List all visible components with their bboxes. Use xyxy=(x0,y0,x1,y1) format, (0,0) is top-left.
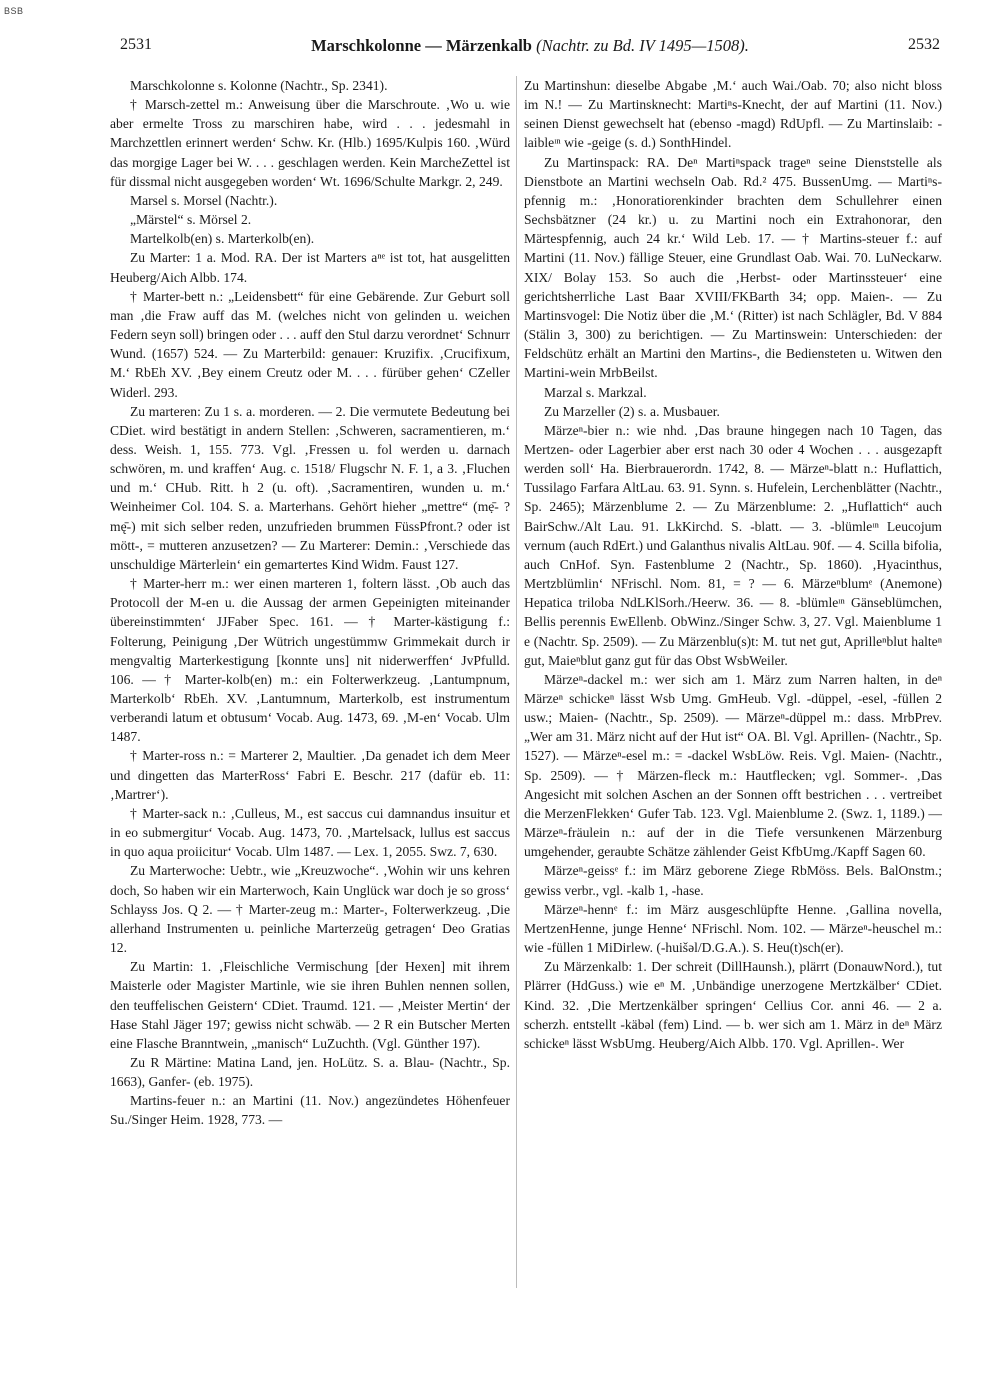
entry-zu-martinshun: Zu Martinshun: dieselbe Abgabe ‚M.‘ auch Wai./Oab. 70; also nicht bloss im N.! — Zu Martinsknecht: Martiⁿs-Knecht, der auf Martini (11. Nov.) seinen Dienst gewechselt hat (ebenso -magd) RdUpfl. — Zu Martinslaib: -laibleᶦⁿ wie -geige (s. d.) SonthHindel. xyxy=(524,78,942,151)
entry-marter-ross: † Marter-ross n.: = Marterer 2, Maultier. ‚Da genadet ich dem Meer und dingetten das MarterRoss‘ Fabri E. Beschr. 217 (dafür eb. 11: ‚Martrer‘). xyxy=(110,748,510,802)
left-column xyxy=(110,76,510,1130)
column-divider xyxy=(516,76,517,1288)
entry-martelkolb: Martelkolb(en) s. Marterkolb(en). xyxy=(130,231,315,247)
page-number-right: 2532 xyxy=(908,36,940,53)
library-stamp: BSB xyxy=(4,6,24,16)
entry-marter-bett: † Marter-bett n.: „Leidensbett“ für eine Gebärende. Zur Geburt soll man ‚die Fraw auff das M. (welches nicht von gelinden u. weichen Federn seyn soll) bringen oder . . . auff den Stul darzu verordnet‘ Schnurr Wund. (1657) 524. — Zu Marterbild: genauer: Kruzifix. ‚Crucifixum, M.‘ RbEh XV. ‚Bey einem Creutz oder M. . . . fürüber gehen‘ CZeller Widerl. 293. xyxy=(110,288,510,400)
entry-zu-marter: Zu Marter: 1 a. Mod. RA. Der ist Marters aⁿᵉ ist tot, hat ausgelitten Heuberg/Aich Albb. 174. xyxy=(110,250,510,285)
entry-maerstel: „Märstel“ s. Mörsel 2. xyxy=(130,212,252,228)
entry-zu-marzeller: Zu Marzeller (2) s. a. Musbauer. xyxy=(544,403,720,419)
entry-maerzen-dackel: Märzeⁿ-dackel m.: wer sich am 1. März zum Narren halten, in deⁿ Märzeⁿ schickeⁿ lässt Wsb Umg. GmHeub. Vgl. -düppel, -esel, -füllen 2 usw.; Maien- (Nachtr., Sp. 2509). — Märzeⁿ-düppel m.: dass. MrbPrev. „Wer am 31. März nicht auf der Hut ist“ OA. Bl. Vgl. Aprillen- (Nachtr., Sp. 1527). — Märzeⁿ-esel m.: = -dackel WsbLöw. Reis. Vgl. Maien- (Nachtr., Sp. 2509). — † Märzen-fleck m.: Hautflecken; vgl. Sommer-. ‚Das Angesicht mit solchen Aschen an der Sonnen offt bestrichen . . . vertreibet die MerzenFlekken‘ Gufer Tab. 123. Vgl. Maienblume 2. (Swz. 1, 1189.) — Märzeⁿ-fräulein n.: auf der in die Tiefe versunkenen Märzenburg umgehender, geraubte Schätze zählender Geist KfbUmg./Kapff Sagen 60. xyxy=(524,671,942,860)
page-header xyxy=(120,36,940,66)
running-title-main: Marschkolonne — Märzenkalb xyxy=(311,36,532,55)
entry-marsel: Marsel s. Morsel (Nachtr.). xyxy=(130,192,278,208)
entry-zu-marteren: Zu marteren: Zu 1 s. a. morderen. — 2. Die vermutete Bedeutung bei CDiet. wird bestätigt in andern Stellen: ‚Schweren, sacramentieren, m.‘ dess. Weish. 1, 155. 773. Vgl. ‚Fressen u. fol werden u. darnach schwören, m. und kraffen‘ Aug. c. 1518/ Flugschr N. F. 1, a 3. ‚Fluchen und m.‘ CHub. Ritt. h 2 (u. oft). ‚Sacramentiren, wunden u. m.‘ Weinheimer Col. 104. S. a. Marterhans. Gehört hieher „mettre“ (mẹ̄- ? mę̄-) mit sich selber reden, unzufrieden brummen FüssPfront.? oder ist mött-, = mutteren anzusetzen? — Zu Marterer: Demin.: ‚Verschiede das unschuldige Märterlein‘ ein gemartertes Kind Widm. Faust 127. xyxy=(110,403,510,572)
entry-maerzen-henne: Märzeⁿ-hennᵉ f.: im März ausgeschlüpfte Henne. ‚Gallina novella, MertzenHenne, junge Henne‘ NFrischl. Nom. 102. — Märzeⁿ-heuschel m.: wie -füllen 1 MiDirlew. (-huišəl/D.G.A.). S. Heu(t)sch(er). xyxy=(524,901,942,956)
entry-zu-marterwoche: Zu Marterwoche: Uebtr., wie „Kreuzwoche“. ‚Wohin wir uns kehren doch, So haben wir ein Marterwoch, Kain Unglück war doch je so gross‘ Schlayss Jos. Q 2. — † Marter-zeug m.: Marter-, Folterwerkzeug. ‚Die allerhand Instrumenten u. peinliche Marterzeüg getragen‘ Deo Gratias 12. xyxy=(110,863,510,956)
entry-zu-martinspack: Zu Martinspack: RA. Deⁿ Martiⁿspack trageⁿ seine Dienststelle als Dienstbote an Martini wechseln Oab. Rd.² 475. BussenUmg. — Martiⁿs-pfennig m.: ‚Honoratiorenkinder brachten dem Schullehrer einen Sechsbätzner (24 kr.) u. zu Martini noch ein Extrahonorar, den Märtespfennig, auch 24 kr.‘ Wild Leb. 17. — † Martins-steuer f.: auf Martini (11. Nov.) fällige Steuer, eine Grundlast Oab. Wai. 70. LuNeckarw. XIX/ Bolay 153. So auch die ‚Herbst- oder Martinssteuer‘ eine gerichtsherrliche Last Baar XVIII/FKBarth 34; opp. Maien-. — Zu Martinsvogel: Die Notiz über die ‚M.‘ (Ritter) ist nach Schlägler, Bd. V 884 (Stälin 3, 300) zu berichtigen. — Zu Martinswein: Unterschieden: der Feldschütz erhält an Martini den Martins-, die Bediensteten u. Witwen den Martini-wein MrbBeilst. xyxy=(524,154,942,381)
entry-marzal: Marzal s. Markzal. xyxy=(544,384,647,400)
entry-zu-maertine: Zu R Märtine: Matina Land, jen. HoLütz. S. a. Blau- (Nachtr., Sp. 1663), Ganfer- (eb. 1975). xyxy=(110,1054,510,1090)
entry-marter-herr: † Marter-herr m.: wer einen marteren 1, foltern lässt. ‚Ob auch das Protocoll der M-en u. die Aussag der armen Gepeinigten miteinander übereinstimmten‘ JJFaber Spec. 161. — † Marter-kästigung f.: Folterung, Peinigung ‚Der Wütrich ungestümmw Grimmekait durch ir mengvaltig Marterkestigung [konnte uns] nit niderwerffen‘ JvPfulld. 106. — † Marter-kolb(en) m.: ein Folterwerkzeug. ‚Lantumpnum, Marterkolb‘ RbEh. XV. ‚Lantumnum, Marterkolb, est instrumentum verberandi latum et obtusum‘ Vocab. Aug. 1473, 69. ‚M-en‘ Vocab. Ulm 1487. xyxy=(110,576,510,745)
entry-marschkolonne: Marschkolonne s. Kolonne (Nachtr., Sp. 2341). xyxy=(130,78,388,93)
running-title-note: (Nachtr. zu Bd. IV 1495—1508). xyxy=(536,36,749,55)
entry-martins-feuer: Martins-feuer n.: an Martini (11. Nov.) angezündetes Höhenfeuer Su./Singer Heim. 1928, 773. — xyxy=(110,1093,510,1128)
entry-marter-sack: † Marter-sack n.: ‚Culleus, M., est saccus cui damnandus insuitur et in eo submergitur‘ Vocab. Aug. 1473, 70. ‚Martelsack, lullus est saccus in quo aqua proiicitur‘ Vocab. Ulm 1487. — Lex. 1, 2055. Swz. 7, 630. xyxy=(110,805,510,860)
right-column xyxy=(524,76,942,1053)
running-title xyxy=(120,36,940,56)
entry-maerzen-geiss: Märzeⁿ-geissᵉ f.: im März geborene Ziege RbMöss. Bels. BalOnstm.; gewiss verbr., vgl. -kalb 1, -hase. xyxy=(524,863,942,898)
page-number-left: 2531 xyxy=(120,36,152,53)
entry-zu-maerzenkalb: Zu Märzenkalb: 1. Der schreit (DillHaunsh.), plärrt (DonauwNord.), tut Plärrer (HdGuss.) wie eⁿ M. ‚Unbändige unerzogene Mertzkälber‘ CDiet. Kind. 32. ‚Die Mertzenkälber springen‘ Cellius Cor. anni 46. — 2 a. scherzh. entstellt -käbəl (fem) Lind. — b. wer sich am 1. März in deⁿ März schickeⁿ lässt WsbUmg. Heuberg/Aich Albb. 170. Vgl. Aprillen-. Wer xyxy=(524,959,942,1051)
entry-zu-martin: Zu Martin: 1. ‚Fleischliche Vermischung [der Hexen] mit ihrem Maisterle oder Magister Martinle, wie sie ihren Buhlen nennen sollen, den teuffelischen Geistern‘ CDiet. Traumd. 121. — ‚Meister Mertin‘ der Hase Stahl Jäger 197; gewiss nicht schwäb. — 2 R ein Butscher Merten eine Flasche Branntwein, „manisch“ LuZuchth. (Vgl. Günther 197). xyxy=(110,959,510,1051)
entry-maerzen-bier: Märzeⁿ-bier n.: wie nhd. ‚Das braune hingegen nach 10 Tagen, das Mertzen- oder Lagerbier aber erst nach 30 oder 4 Wochen . . . ausgezapft werden soll‘ Ha. Bierbrauerordn. 1742, 8. — Märzeⁿ-blatt n.: Huflattich, Tussilago Farfara AltLau. 63. 91. Synn. s. Hufelein, Lerchenblätter (Nachtr., Sp. 2465); Märzenblume 2. — Zu Märzenblume: 2. „Huflattich“ auch BairSchw./Alt Lau. 91. LkKirchd. S. -blatt. — 3. -blümleᶦⁿ Leucojum vernum (auch RdErt.) und Galanthus nivalis AltLau. 90f. — 4. Scilla bifolia, auch CnHof. Syn. Fastenblume 2 (Nachtr., Sp. 1860). ‚Hyacinthus, Mertzblümlin‘ NFrischl. Nom. 81, = ? — 6. Märzeⁿblumᵉ (Anemone) Hepatica triloba NdLKlSorh./Heerw. 36. — 8. -blümleᶦⁿ Gänseblümchen, Bellis perennis EwEllenb. ObWinz./Singer Schw. 3, 27. Vgl. Maienblume 1 e (Nachtr. Sp. 2509). — Zu Märzenblu(s)t: M. tut net gut, Aprilleⁿblut halteⁿ gut, Maieⁿblut ganz gut für das Obst WsbWeiler. xyxy=(524,422,942,668)
entry-marsch-zettel: † Marsch-zettel m.: Anweisung über die Marschroute. ‚Wo u. wie aber ermelte Tross zu marschiren habe, wird . . . jedesmahl in Marchzettlen erinnert werden‘ Schw. Kr. (Hlb.) 1695/Kulpis 160. ‚Würd das morgige Lager bei W. . . . geschlagen werden. Kein MarcheZettel ist für dissmal nicht ausgegeben worden‘ Wt. 1696/Schulte Markgr. 2, 249. xyxy=(110,97,510,189)
